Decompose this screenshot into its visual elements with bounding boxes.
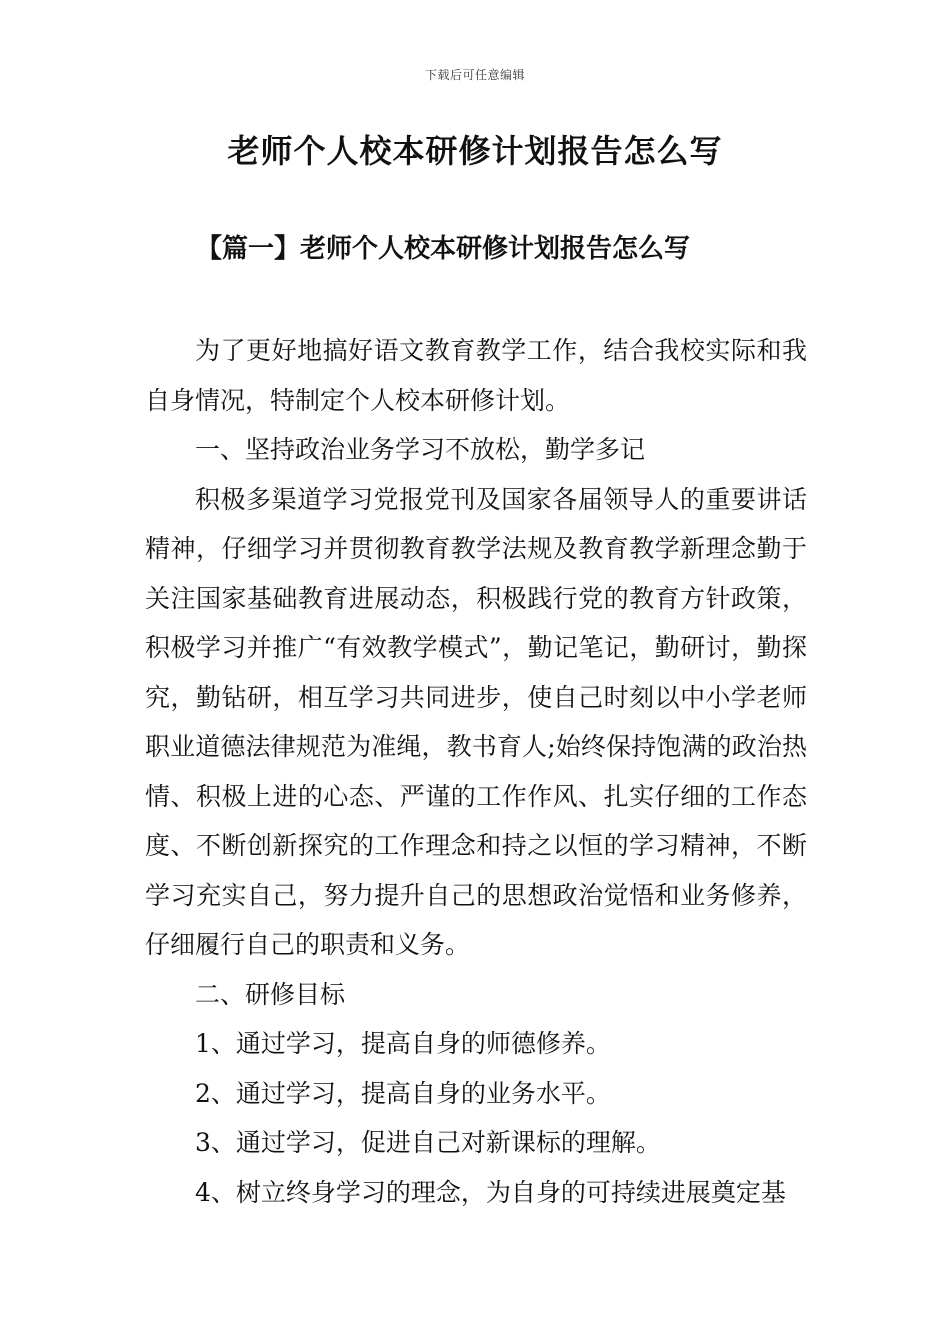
paragraph-study: 积极多渠道学习党报党刊及国家各届领导人的重要讲话精神，仔细学习并贯彻教育教学法规及教育教学新理念勤于关注国家基础教育进展动态，积极践行党的教育方针政策，积极学习并推广“有效教学模式”，勤记笔记，勤研讨，勤探究，勤钻研，相互学习共同进步，使自己时刻以中小学老师职业道德法律规范为准绳，教书育人;始终保持饱满的政治热情、积极上进的心态、严谨的工作作风、扎实仔细的工作态度、不断创新探究的工作理念和持之以恒的学习精神，不断学习充实自己，努力提升自己的思想政治觉悟和业务修养，仔细履行自己的职责和义务。 [145,484,807,959]
heading-two: 二、研修目标 [195,979,346,1009]
goal-item-1: 1、通过学习，提高自身的师德修养。 [195,1029,611,1058]
header-note: 下载后可任意编辑 [424,68,525,82]
paragraph-intro: 为了更好地搞好语文教育教学工作，结合我校实际和我自身情况，特制定个人校本研修计划。 [145,336,807,415]
section-title: 【篇一】老师个人校本研修计划报告怎么写 [196,234,691,264]
heading-one: 一、坚持政治业务学习不放松，勤学多记 [195,435,646,464]
goal-item-3: 3、通过学习，促进自己对新课标的理解。 [195,1128,661,1157]
goal-item-2: 2、通过学习，提高自身的业务水平。 [195,1078,611,1108]
document-title: 老师个人校本研修计划报告怎么写 [227,132,723,170]
document-body [145,326,807,1217]
goal-item-4: 4、树立终身学习的理念，为自身的可持续进展奠定基 [195,1177,786,1207]
